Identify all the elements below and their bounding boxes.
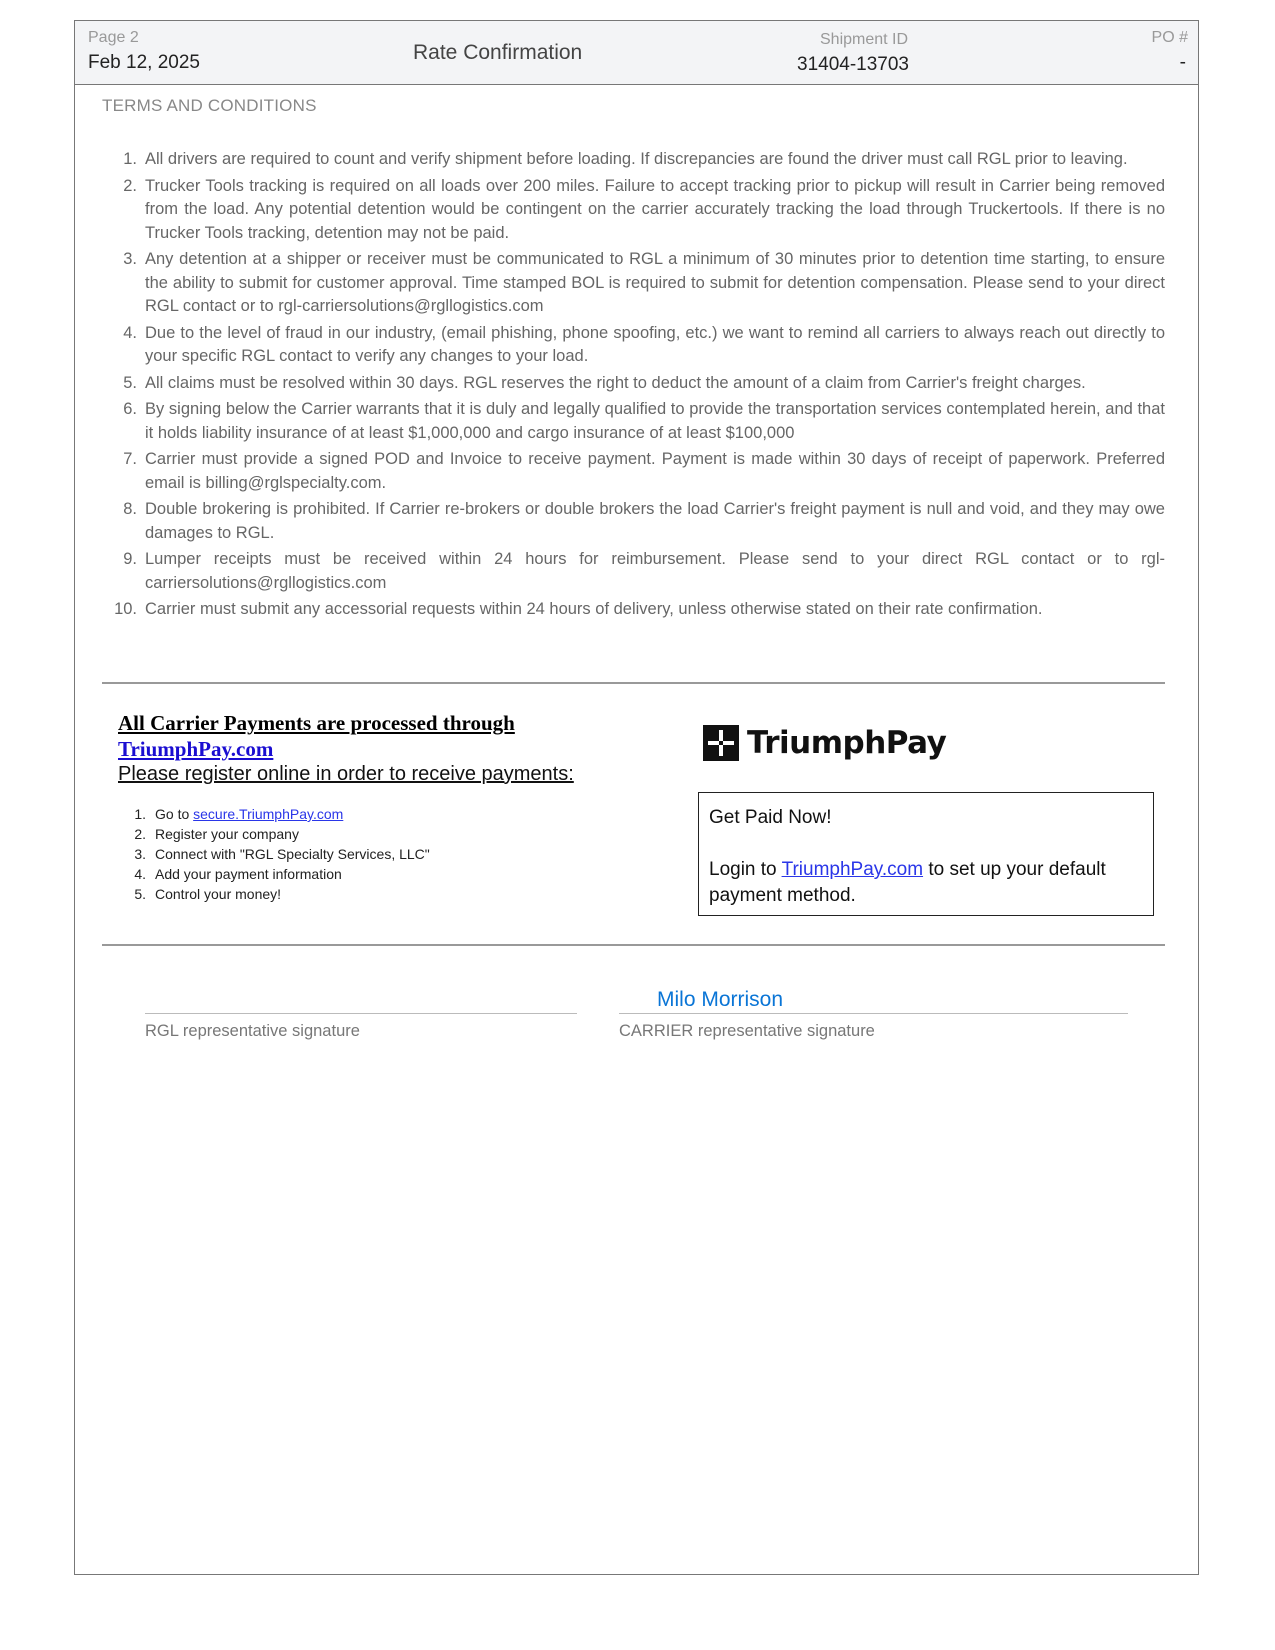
term-number: 1. xyxy=(123,150,137,168)
step-text: Control your money! xyxy=(155,886,282,902)
term-item xyxy=(102,148,1165,172)
step-text: Connect with "RGL Specialty Services, LLC" xyxy=(155,846,430,862)
payment-step xyxy=(130,884,430,904)
term-number: 10. xyxy=(114,600,137,618)
step-number: 2. xyxy=(134,826,146,842)
term-item xyxy=(102,322,1165,369)
term-text: Carrier must submit any accessorial requests within 24 hours of delivery, unless otherwise stated on their rate confirmation. xyxy=(145,600,1043,618)
step-number: 5. xyxy=(134,886,146,902)
term-number: 6. xyxy=(123,400,137,418)
payments-heading xyxy=(118,710,515,762)
page-header xyxy=(75,21,1198,85)
triumphpay-login-link[interactable]: TriumphPay.com xyxy=(781,859,924,880)
term-text: Due to the level of fraud in our industry, (email phishing, phone spoofing, etc.) we want to remind all carriers to always reach out directly to your specific RGL contact to verify any changes to your load. xyxy=(145,323,1165,365)
rgl-signature-line xyxy=(145,1013,577,1014)
po-value: - xyxy=(1179,52,1186,73)
term-text: By signing below the Carrier warrants that it is duly and legally qualified to provide the transportation services contemplated herein, and that it holds liability insurance of at least $1,000,000 and cargo insurance of at least $100,000 xyxy=(145,400,1165,442)
payment-step xyxy=(130,804,430,824)
shipment-id-value: 31404-13703 xyxy=(797,54,909,75)
term-number: 2. xyxy=(123,176,137,195)
step-text: Register your company xyxy=(155,826,299,842)
term-item xyxy=(102,448,1165,495)
term-number: 5. xyxy=(123,373,137,392)
step-number: 4. xyxy=(134,866,146,882)
triumphpay-logo-text: TriumphPay xyxy=(747,725,947,761)
triumphpay-logo xyxy=(703,724,946,762)
document-title: Rate Confirmation xyxy=(413,41,583,64)
term-text: Lumper receipts must be received within 24 hours for reimbursement. Please send to your direct RGL contact or to rgl-carriersolutions@rgllogistics.com xyxy=(145,550,1165,592)
carrier-signature-name: Milo Morrison xyxy=(657,988,784,1011)
step-number: 1. xyxy=(134,806,146,822)
divider xyxy=(102,944,1165,946)
get-paid-text xyxy=(709,857,1143,909)
term-text: Carrier must provide a signed POD and Invoice to receive payment. Payment is made within 30 days of receipt of paperwork. Preferred email is billing@rglspecialty.com. xyxy=(145,450,1165,492)
term-number: 4. xyxy=(123,323,137,342)
term-text: All claims must be resolved within 30 days. RGL reserves the right to deduct the amount of a claim from Carrier's freight charges. xyxy=(145,373,1086,392)
term-number: 9. xyxy=(123,550,137,568)
term-item xyxy=(102,548,1165,595)
term-text: All drivers are required to count and verify shipment before loading. If discrepancies are found the driver must call RGL prior to leaving. xyxy=(145,150,1128,168)
term-text: Double brokering is prohibited. If Carrier re-brokers or double brokers the load Carrier's freight payment is null and void, and they may owe damages to RGL. xyxy=(145,500,1165,542)
payments-subheading: Please register online in order to receive payments: xyxy=(118,763,574,785)
step-text: Go to xyxy=(155,806,194,822)
get-paid-suffix: to set up your default payment method. xyxy=(709,859,1106,906)
payment-steps-list xyxy=(130,804,430,904)
carrier-signature-line xyxy=(619,1013,1128,1014)
document-date: Feb 12, 2025 xyxy=(88,52,200,73)
term-item xyxy=(102,598,1165,622)
secure-triumphpay-link[interactable]: secure.TriumphPay.com xyxy=(193,806,344,822)
rgl-signature-label: RGL representative signature xyxy=(145,1022,360,1040)
get-paid-box xyxy=(698,792,1154,916)
terms-title: TERMS AND CONDITIONS xyxy=(102,96,317,115)
term-number: 3. xyxy=(123,250,137,268)
triumphpay-heading-link[interactable]: TriumphPay.com xyxy=(118,737,274,761)
po-label: PO # xyxy=(1151,29,1188,46)
page-number: Page 2 xyxy=(88,29,139,46)
shipment-id-label: Shipment ID xyxy=(820,31,909,48)
terms-list xyxy=(102,148,1165,625)
payment-step xyxy=(130,844,430,864)
term-item xyxy=(102,248,1165,319)
payments-heading-text: All Carrier Payments are processed through xyxy=(118,711,515,735)
triumphpay-logo-icon xyxy=(703,725,739,761)
step-number: 3. xyxy=(134,846,146,862)
carrier-signature-label: CARRIER representative signature xyxy=(619,1022,875,1040)
term-number: 7. xyxy=(123,450,137,468)
term-number: 8. xyxy=(123,500,137,518)
get-paid-prefix: Login to xyxy=(709,859,782,880)
term-text: Trucker Tools tracking is required on all loads over 200 miles. Failure to accept tracking prior to pickup will result in Carrier being removed from the load. Any potential detention would be contingent on the carrier accurately tracking the load through Truckertools. If there is no Trucker Tools tracking, detention may not be paid. xyxy=(145,176,1165,242)
term-item xyxy=(102,372,1165,396)
get-paid-title: Get Paid Now! xyxy=(709,807,832,828)
term-item xyxy=(102,498,1165,545)
term-item xyxy=(102,398,1165,445)
payment-step xyxy=(130,824,430,844)
payment-step xyxy=(130,864,430,884)
term-text: Any detention at a shipper or receiver must be communicated to RGL a minimum of 30 minutes prior to detention time starting, to ensure the ability to submit for customer approval. Time stamped BOL is required to submit for detention compensation. Please send to your direct RGL contact or to rgl-carriersolutions@rgllogistics.com xyxy=(145,250,1165,315)
step-text: Add your payment information xyxy=(155,866,342,882)
divider xyxy=(102,682,1165,684)
term-item xyxy=(102,175,1165,246)
